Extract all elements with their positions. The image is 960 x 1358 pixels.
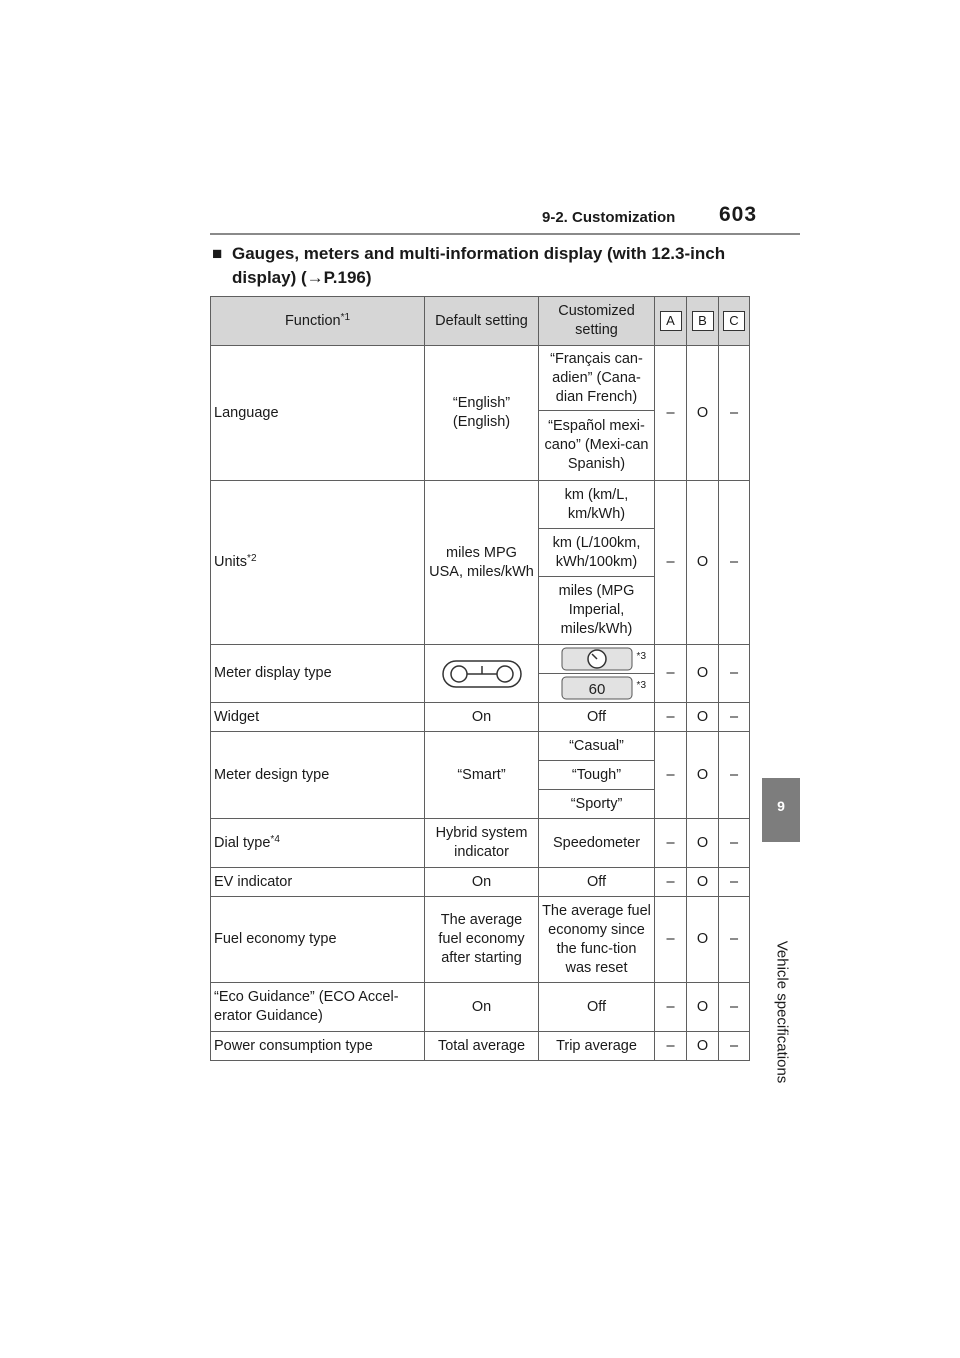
- cell-function: Power consumption type: [211, 1032, 425, 1061]
- table-row: [211, 346, 750, 411]
- header-c: C: [719, 297, 750, 346]
- cell-b: O: [687, 732, 719, 819]
- cell-c: –: [719, 983, 750, 1032]
- cell-a: –: [655, 897, 687, 983]
- cell-custom: “Español mexi-cano” (Mexi-can Spanish): [539, 411, 655, 481]
- settings-table: [210, 296, 750, 1061]
- cell-function: Language: [211, 346, 425, 481]
- meter-note-1: *3: [636, 651, 646, 662]
- table-row: [211, 732, 750, 761]
- cell-default: miles MPG USA, miles/kWh: [425, 481, 539, 645]
- table-header-row: [211, 297, 750, 346]
- cell-custom: km (km/L, km/kWh): [539, 481, 655, 529]
- cell-default: “Smart”: [425, 732, 539, 819]
- cell-default: [425, 645, 539, 703]
- cell-function: “Eco Guidance” (ECO Accel-erator Guidance): [211, 983, 425, 1032]
- cell-function: Fuel economy type: [211, 897, 425, 983]
- table-row: [211, 481, 750, 529]
- cell-b: O: [687, 481, 719, 645]
- heading-bullet: ■: [212, 244, 223, 263]
- cell-a: –: [655, 819, 687, 868]
- cell-a: –: [655, 481, 687, 645]
- cell-custom: Speedometer: [539, 819, 655, 868]
- cell-b: O: [687, 346, 719, 481]
- header-rule: [210, 233, 800, 235]
- cell-a: –: [655, 983, 687, 1032]
- cell-a: –: [655, 703, 687, 732]
- table-row: [211, 819, 750, 868]
- cell-custom: [539, 674, 655, 703]
- cell-function: Units$^{*2}$: [211, 481, 425, 645]
- cell-a: –: [655, 868, 687, 897]
- meter-default-icon: [442, 660, 522, 688]
- cell-custom: “Sporty”: [539, 790, 655, 819]
- cell-custom: “Tough”: [539, 761, 655, 790]
- cell-custom: miles (MPG Imperial, miles/kWh): [539, 577, 655, 645]
- cell-c: –: [719, 703, 750, 732]
- section-title: 9-2. Customization: [542, 209, 676, 226]
- cell-default: On: [425, 868, 539, 897]
- cell-default: On: [425, 983, 539, 1032]
- header-function: Function$^{*1}$: [211, 297, 425, 346]
- cell-c: –: [719, 897, 750, 983]
- table-row: [211, 645, 750, 674]
- cell-a: –: [655, 1032, 687, 1061]
- header-b: B: [687, 297, 719, 346]
- meter-analog-icon: [561, 647, 633, 671]
- header-customized: Customized setting: [539, 297, 655, 346]
- cell-b: O: [687, 897, 719, 983]
- cell-b: O: [687, 645, 719, 703]
- cell-custom: “Français can-adien” (Cana-dian French): [539, 346, 655, 411]
- cell-default: The average fuel economy after starting: [425, 897, 539, 983]
- cell-function: Meter display type: [211, 645, 425, 703]
- table-row: [211, 897, 750, 983]
- cell-custom: The average fuel economy since the func-tion was reset: [539, 897, 655, 983]
- cell-a: –: [655, 732, 687, 819]
- cell-custom: Off: [539, 983, 655, 1032]
- table-row: [211, 983, 750, 1032]
- meter-note-2: *3: [636, 680, 646, 691]
- page-number: 603: [719, 203, 758, 226]
- cell-custom: Off: [539, 703, 655, 732]
- cell-default: Hybrid system indicator: [425, 819, 539, 868]
- heading-line-1: Gauges, meters and multi-information display (with 12.3-inch: [232, 244, 726, 263]
- cell-c: –: [719, 645, 750, 703]
- cell-a: –: [655, 346, 687, 481]
- cell-c: –: [719, 481, 750, 645]
- chapter-number: 9: [777, 798, 785, 814]
- cell-function: Meter design type: [211, 732, 425, 819]
- cell-default: “English” (English): [425, 346, 539, 481]
- cell-default: On: [425, 703, 539, 732]
- cell-a: –: [655, 645, 687, 703]
- table-row: [211, 868, 750, 897]
- table-row: [211, 703, 750, 732]
- cell-c: –: [719, 732, 750, 819]
- cell-function: Dial type$^{*4}$: [211, 819, 425, 868]
- cell-b: O: [687, 983, 719, 1032]
- cell-c: –: [719, 346, 750, 481]
- header-default: Default setting: [425, 297, 539, 346]
- cell-c: –: [719, 819, 750, 868]
- cell-custom: Off: [539, 868, 655, 897]
- cell-c: –: [719, 868, 750, 897]
- cell-function: EV indicator: [211, 868, 425, 897]
- cell-c: –: [719, 1032, 750, 1061]
- cell-b: O: [687, 1032, 719, 1061]
- cell-custom: Trip average: [539, 1032, 655, 1061]
- header-a: A: [655, 297, 687, 346]
- cell-default: Total average: [425, 1032, 539, 1061]
- heading-line-2: display) (→P.196): [232, 268, 372, 287]
- meter-digital-icon: [561, 676, 633, 700]
- chapter-title: Vehicle specifications: [773, 940, 791, 1084]
- cell-function: Widget: [211, 703, 425, 732]
- cell-b: O: [687, 819, 719, 868]
- table-row: [211, 1032, 750, 1061]
- cell-custom: “Casual”: [539, 732, 655, 761]
- cell-custom: [539, 645, 655, 674]
- cell-custom: km (L/100km, kWh/100km): [539, 529, 655, 577]
- cell-b: O: [687, 868, 719, 897]
- cell-b: O: [687, 703, 719, 732]
- meter-digital-value: 60: [588, 681, 605, 698]
